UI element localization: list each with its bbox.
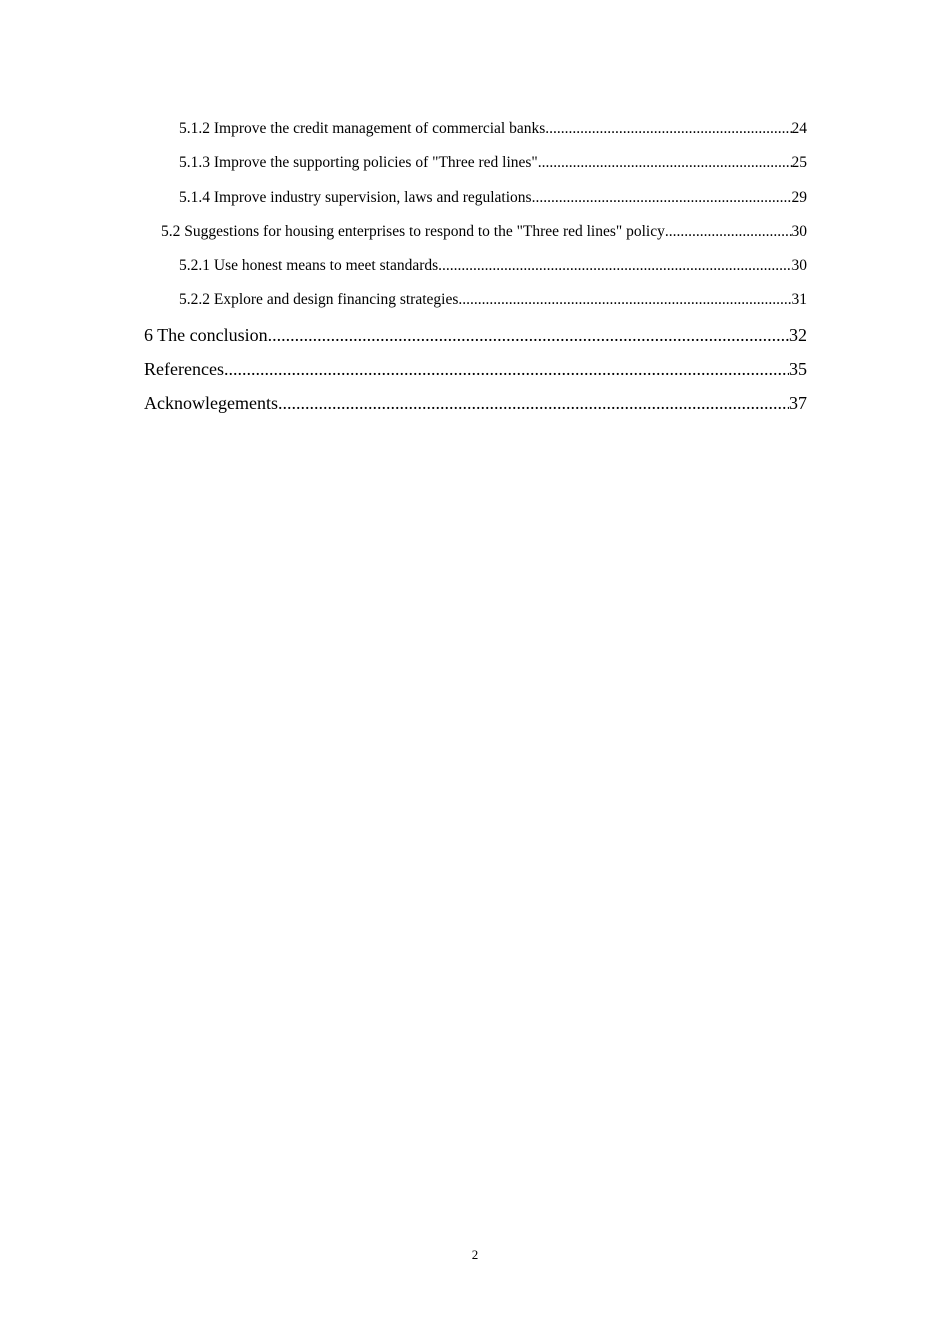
toc-dot-leader (665, 215, 792, 249)
toc-dot-leader (458, 283, 791, 317)
toc-entry-title: 5.1.3 Improve the supporting policies of "Three red lines" (179, 154, 538, 172)
toc-dot-leader (532, 181, 792, 215)
toc-entry-page: 30 (791, 257, 807, 275)
toc-entry-title: 5.2.1 Use honest means to meet standards (179, 257, 439, 275)
toc-entry-page: 29 (791, 188, 807, 206)
toc-dot-leader (278, 386, 789, 420)
toc-dot-leader (268, 318, 789, 352)
toc-entry-title: 5.2.2 Explore and design financing strategies (179, 291, 459, 309)
toc-entry-page: 31 (791, 291, 807, 309)
toc-dot-leader (538, 146, 792, 180)
toc-entry-page: 25 (791, 154, 807, 172)
toc-entry-page: 35 (789, 359, 807, 380)
toc-entry-acknowledgements[interactable] (144, 386, 807, 420)
page-number: 2 (471, 1247, 479, 1262)
toc-dot-leader (438, 249, 791, 283)
toc-entry-5-2[interactable] (144, 215, 807, 249)
toc-dot-leader (545, 112, 791, 146)
toc-entry-page: 37 (789, 393, 807, 414)
table-of-contents (144, 112, 807, 421)
toc-dot-leader (224, 352, 789, 386)
toc-entry-5-1-4[interactable] (144, 181, 807, 215)
toc-entry-page: 32 (789, 324, 807, 345)
toc-entry-5-2-2[interactable] (144, 283, 807, 317)
toc-entry-title: 5.2 Suggestions for housing enterprises to respond to the "Three red lines" policy (161, 222, 665, 240)
toc-entry-title: Acknowlegements (144, 393, 278, 414)
toc-entry-5-1-3[interactable] (144, 146, 807, 180)
toc-entry-5-2-1[interactable] (144, 249, 807, 283)
toc-entry-title: 6 The conclusion (144, 324, 268, 345)
toc-entry-6[interactable] (144, 318, 807, 352)
toc-entry-page: 24 (791, 120, 807, 137)
toc-entry-5-1-2[interactable] (144, 112, 807, 146)
toc-entry-title: 5.1.2 Improve the credit management of commercial banks (179, 120, 546, 137)
toc-entry-references[interactable] (144, 352, 807, 386)
toc-entry-page: 30 (791, 222, 807, 240)
toc-entry-title: 5.1.4 Improve industry supervision, laws and regulations (179, 188, 532, 206)
toc-entry-title: References (144, 359, 224, 380)
